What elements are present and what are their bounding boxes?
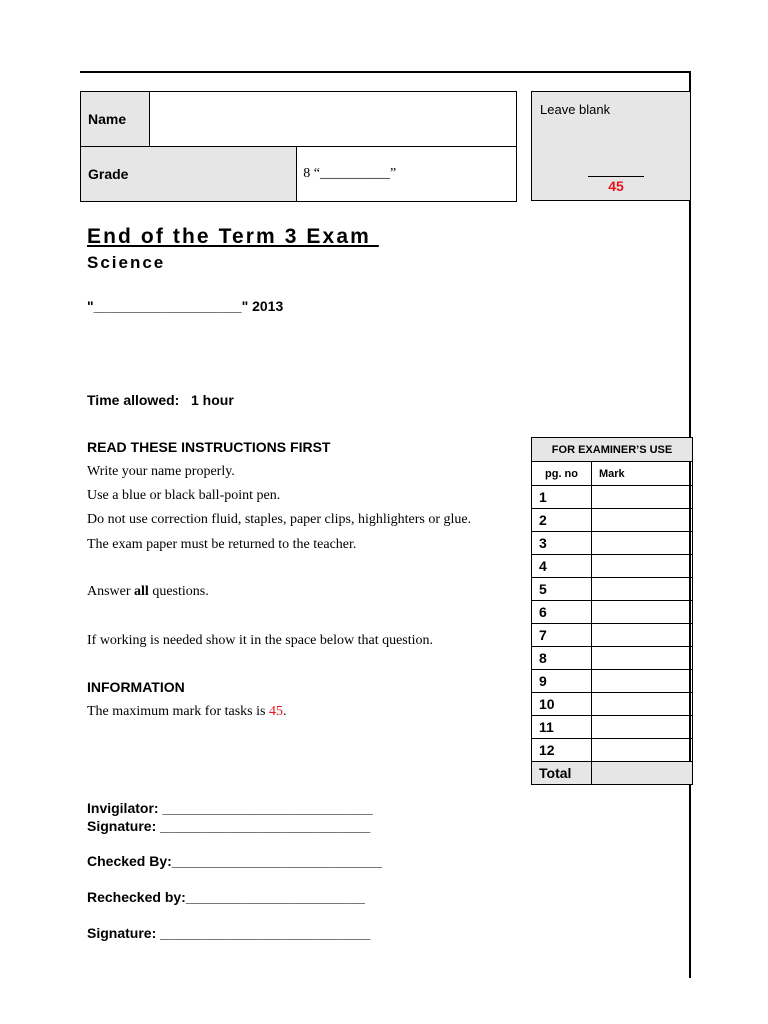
page-number: 3 (532, 532, 592, 555)
answer-all-line: Answer all questions. (87, 584, 209, 599)
page-number: 8 (532, 647, 592, 670)
information-text: The maximum mark for tasks is 45. (87, 704, 287, 719)
total-cell[interactable] (592, 762, 693, 785)
mark-column-header: Mark (592, 462, 693, 486)
page-number: 2 (532, 509, 592, 532)
mark-cell[interactable] (592, 486, 693, 509)
mark-cell[interactable] (592, 693, 693, 716)
table-row (532, 739, 693, 762)
page-column-header: pg. no (532, 462, 592, 486)
table-row (532, 532, 693, 555)
checked-by-field[interactable]: Checked By:___________________________ (87, 853, 383, 869)
rechecked-by-field[interactable]: Rechecked by:_______________________ (87, 889, 365, 905)
examiner-use-table (531, 437, 693, 785)
table-row (532, 509, 693, 532)
score-line (588, 176, 644, 177)
page-number: 10 (532, 693, 592, 716)
signature-field[interactable]: Signature: ___________________________ (87, 818, 371, 834)
mark-cell[interactable] (592, 532, 693, 555)
table-row (532, 716, 693, 739)
table-row (532, 601, 693, 624)
grade-label: Grade (81, 147, 297, 202)
page-number: 4 (532, 555, 592, 578)
page-number: 6 (532, 601, 592, 624)
page-number: 7 (532, 624, 592, 647)
page-number: 9 (532, 670, 592, 693)
leave-blank-box (531, 91, 691, 201)
instruction-line: Do not use correction fluid, staples, paper clips, highlighters or glue. (87, 512, 472, 527)
table-row (532, 578, 693, 601)
page-number: 5 (532, 578, 592, 601)
table-row (532, 555, 693, 578)
instruction-line: Use a blue or black ball-point pen. (87, 488, 281, 503)
top-border-rule (80, 71, 691, 73)
invigilator-field[interactable]: Invigilator: ___________________________ (87, 800, 373, 816)
mark-cell[interactable] (592, 647, 693, 670)
table-row (532, 647, 693, 670)
student-info-table (80, 91, 517, 202)
mark-cell[interactable] (592, 624, 693, 647)
table-row (532, 693, 693, 716)
name-label: Name (81, 92, 150, 147)
total-label: Total (532, 762, 592, 785)
mark-cell[interactable] (592, 716, 693, 739)
mark-cell[interactable] (592, 739, 693, 762)
page-number: 1 (532, 486, 592, 509)
mark-cell[interactable] (592, 601, 693, 624)
mark-cell[interactable] (592, 578, 693, 601)
table-row (532, 486, 693, 509)
information-heading: INFORMATION (87, 679, 185, 695)
signature-field[interactable]: Signature: ___________________________ (87, 925, 371, 941)
page-number: 11 (532, 716, 592, 739)
working-instruction: If working is needed show it in the space below that question. (87, 633, 434, 648)
grade-field[interactable]: 8 “__________” (297, 147, 517, 202)
examiner-table-title: FOR EXAMINER’S USE (532, 438, 693, 462)
max-score: 45 (608, 178, 624, 194)
instruction-line: Write your name properly. (87, 464, 235, 479)
time-allowed: Time allowed: 1 hour (87, 392, 234, 408)
leave-blank-label: Leave blank (540, 102, 611, 117)
year-line: "___________________" 2013 (87, 298, 284, 314)
page-number: 12 (532, 739, 592, 762)
name-field[interactable] (150, 92, 517, 147)
instruction-line: The exam paper must be returned to the teacher. (87, 537, 357, 552)
subject-title: Science (87, 253, 166, 272)
mark-cell[interactable] (592, 509, 693, 532)
table-row (532, 670, 693, 693)
mark-cell[interactable] (592, 555, 693, 578)
mark-cell[interactable] (592, 670, 693, 693)
instructions-heading: READ THESE INSTRUCTIONS FIRST (87, 439, 331, 455)
total-row (532, 762, 693, 785)
exam-title: End of the Term 3 Exam (87, 225, 379, 248)
table-row (532, 624, 693, 647)
